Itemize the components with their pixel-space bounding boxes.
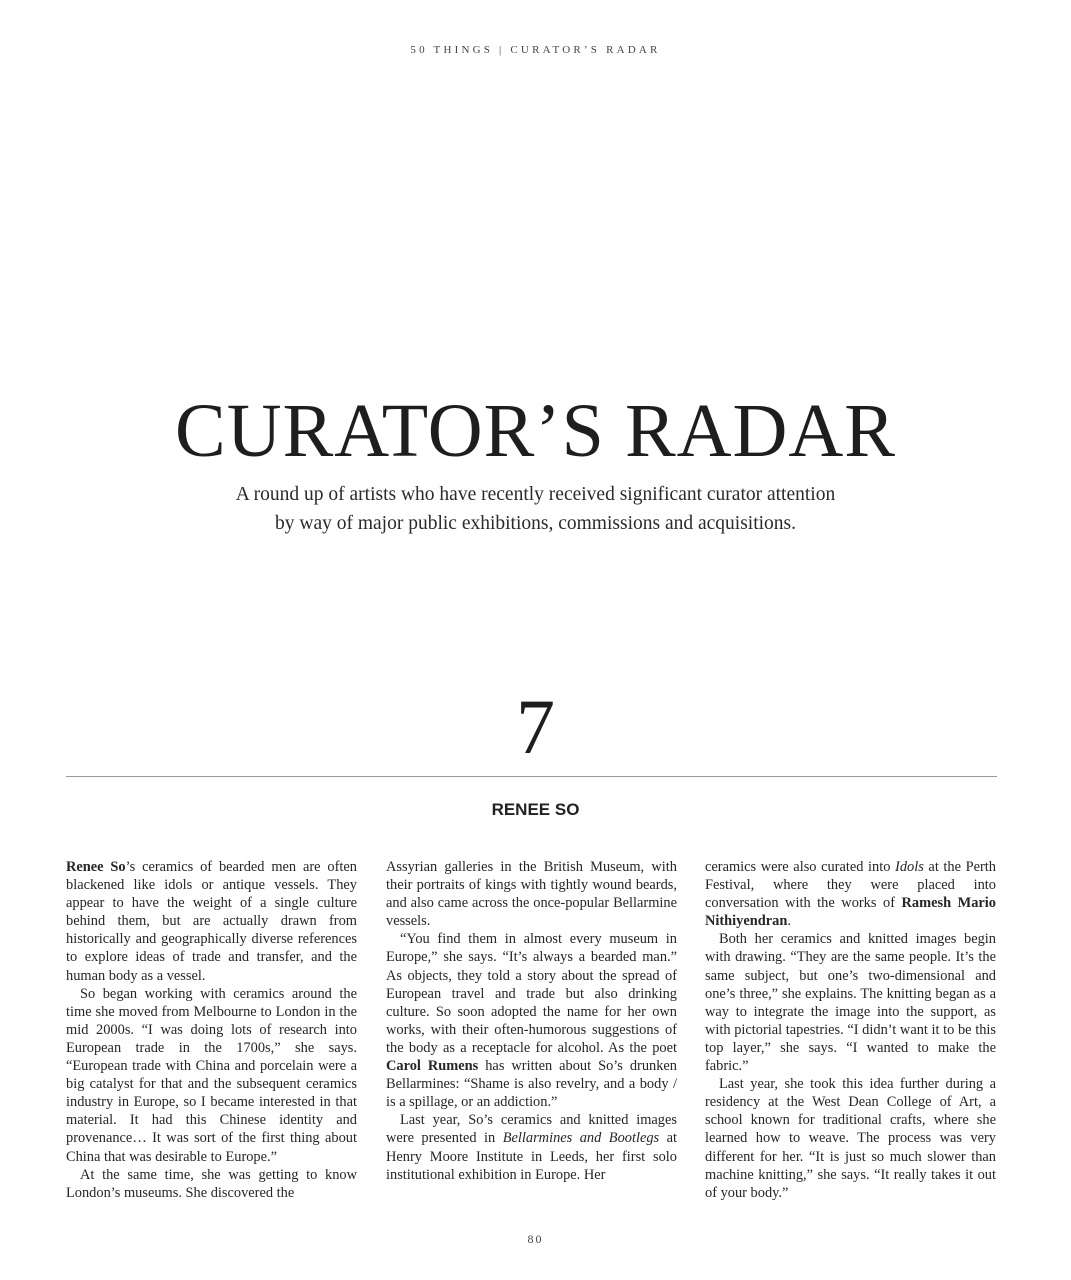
exhibition-title-italic: Bellarmines and Bootlegs: [502, 1130, 660, 1147]
paragraph: Assyrian galleries in the British Museum, with their portraits of kings with tightly wound beards, and also came across the once-popular Bellarmine vessels.: [386, 859, 677, 930]
running-header: 50 THINGS | CURATOR’S RADAR: [410, 44, 661, 56]
paragraph-text: .: [787, 913, 791, 930]
standfirst-line-2: by way of major public exhibitions, commissions and acquisitions.: [274, 513, 797, 534]
paragraph: [386, 930, 677, 1111]
paragraph-text: “You find them in almost every museum in Europe,” she says. “It’s always a bearded man.” As objects, they told a story about the spread of European travel and trade but also drinking culture. So soon adopted the name for her own works, with their often-humorous suggestions of the body as a receptacle for alcohol. As the poet: [386, 931, 677, 1056]
paragraph-text: ceramics were also curated into: [705, 859, 896, 875]
paragraph-text: at the Perth Festival, where they were placed into conversation with the works of: [705, 859, 996, 912]
paragraph: [66, 858, 357, 985]
page-title: CURATOR’S RADAR: [175, 389, 896, 473]
paragraph-text: at Henry Moore Institute in Leeds, her first solo institutional exhibition in Europe. Her: [386, 1130, 677, 1183]
artist-name-heading: RENEE SO: [491, 800, 580, 819]
artist-name-bold: Renee So: [66, 859, 126, 875]
body-column-3: [705, 858, 996, 1202]
paragraph: So began working with ceramics around the time she moved from Melbourne to London in the mid 2000s. “I was doing lots of research into European trade in the 1700s,” she says. “European trade with China and porcelain were a big catalyst for that and the subsequent ceramics industry in Europe, so I became interested in that material. It had this Chinese identity and provenance… It was sort of the first thing about China that was desirable to Europe.”: [66, 985, 357, 1165]
paragraph: [386, 1111, 677, 1183]
section-divider: [66, 776, 997, 777]
page-number: 80: [527, 1232, 544, 1246]
paragraph-text: Last year, So’s ceramics and knitted images were presented in: [386, 1112, 677, 1147]
body-column-1: [66, 858, 357, 1202]
paragraph: [705, 858, 996, 930]
entry-number: 7: [516, 683, 555, 770]
body-column-2: [386, 858, 677, 1184]
poet-name-bold: Carol Rumens: [386, 1058, 479, 1075]
paragraph: At the same time, she was getting to know London’s museums. She discovered the: [66, 1166, 357, 1201]
standfirst-line-1: A round up of artists who have recently received significant curator attention: [235, 484, 836, 505]
exhibition-title-italic: Idols: [895, 859, 924, 875]
paragraph: Both her ceramics and knitted images begin with drawing. “They are the same people. It’s the same subject, but one’s two-dimensional and one’s three,” she explains. The knitting began as a way to integrate the image into the support, as with pictorial tapestries. “I didn’t want it to be this top layer,” she says. “I wanted to make the fabric.”: [705, 931, 996, 1075]
paragraph-text: has written about So’s drunken Bellarmines: “Shame is also revelry, and a body / is a spillage, or an addiction.”: [386, 1058, 677, 1111]
paragraph-text: ’s ceramics of bearded men are often blackened like idols or antique vessels. They appear to have the weight of a single culture behind them, but are actually drawn from historically and geographically diverse references to explore ideas of trade and transfer, and the human body as a vessel.: [66, 859, 357, 984]
artist-name-bold: Ramesh Mario Nithiyendran: [705, 895, 996, 930]
paragraph: Last year, she took this idea further during a residency at the West Dean College of Art, a school known for traditional crafts, where she learned how to weave. The process was very different for her. “It is just so much slower than machine knitting,” she says. “It really takes it out of your body.”: [705, 1076, 996, 1201]
standfirst: [150, 480, 921, 538]
